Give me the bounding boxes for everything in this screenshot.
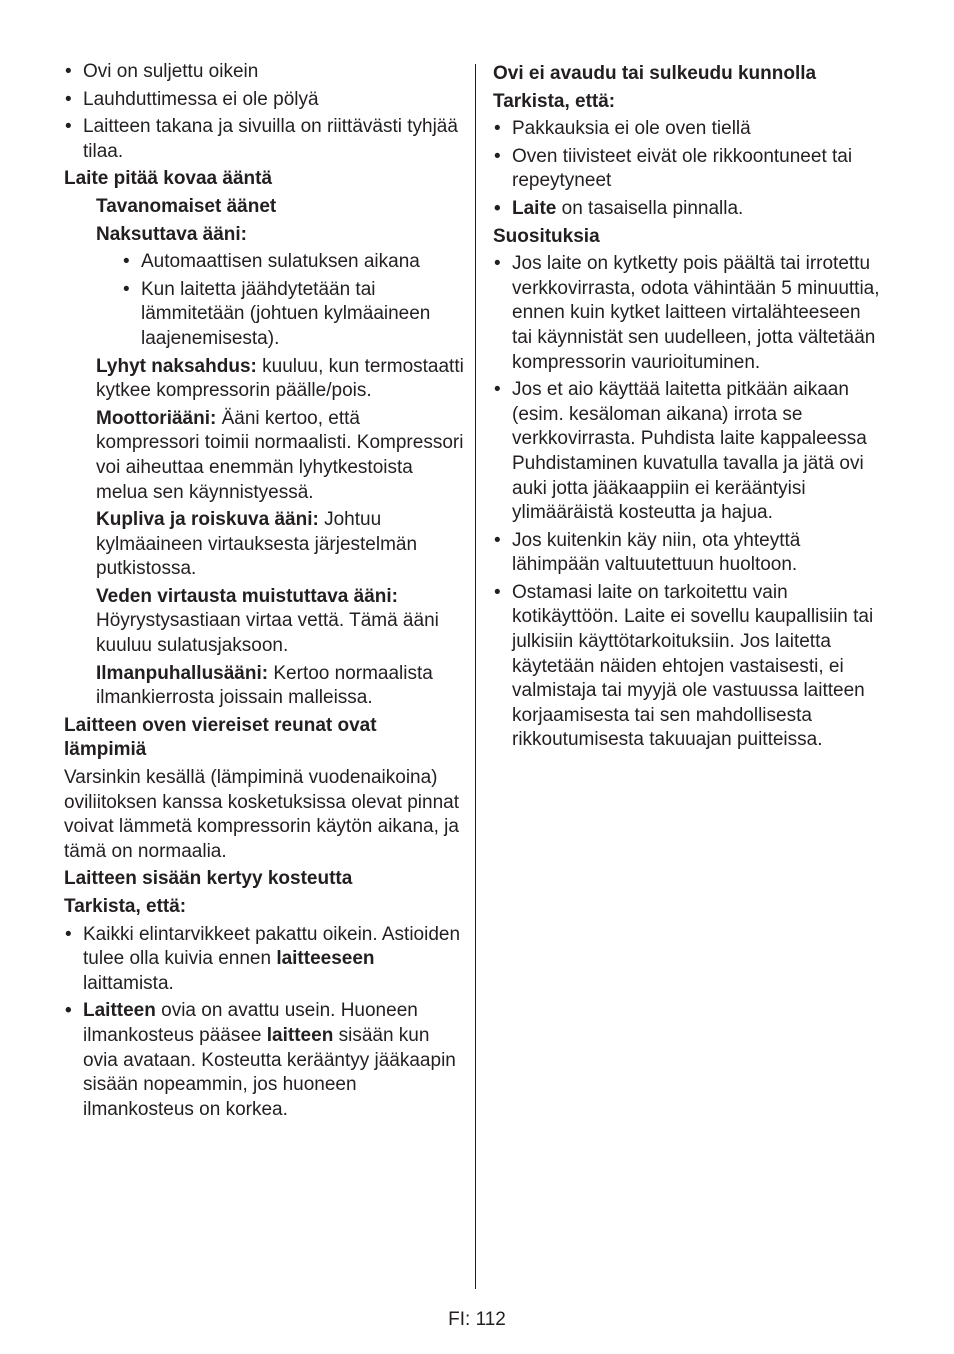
list-item: • Kun laitetta jäähdytetään tai lämmitetään (johtuen kylmäaineen laajenemisesta). (122, 278, 464, 352)
short-click-label: Lyhyt naksahdus: (96, 355, 257, 377)
water-sound-paragraph (96, 585, 464, 659)
list-item: • Pakkauksia ei ole oven tiellä (493, 117, 885, 142)
noise-heading: Laite pitää kovaa ääntä (64, 168, 273, 190)
air-sound-label: Ilmanpuhallusääni: (96, 662, 269, 684)
short-click-paragraph (96, 355, 464, 404)
list-item: • Lauhduttimessa ei ole pölyä (64, 88, 464, 113)
right-column (493, 60, 885, 756)
list-item: • Jos kuitenkin käy niin, ota yhteyttä lähimpään valtuutettuun huoltoon. (493, 529, 885, 578)
bubbling-sound-paragraph (96, 508, 464, 582)
moisture-checklist (64, 923, 464, 1123)
clicking-sound-list (122, 250, 464, 351)
list-item: • Ostamasi laite on tarkoitettu vain kotikäyttöön. Laite ei sovellu kaupallisiin tai julkisiin käyttötarkoituksiin. Jos laitetta käytetään näiden ehtojen vastaisesti, ei valmistaja tai myyjä ole vastuussa laitteen korjaamisesta tai sen mahdollisesta rikkoutumisesta takuuajan puitteissa. (493, 581, 885, 753)
motor-sound-paragraph (96, 407, 464, 505)
warm-edges-paragraph: Varsinkin kesällä (lämpiminä vuodenaikoina) oviliitoksen kanssa kosketuksissa olevat pinnat voivat lämmetä kompressorin käytön aikana, ja tämä on normaalia. (64, 767, 459, 862)
list-item: • Kaikki elintarvikkeet pakattu oikein. Astioiden tulee olla kuivia ennen laitteeseen laittamista. (64, 923, 464, 997)
list-item: • Jos et aio käyttää laitetta pitkään aikaan (esim. kesäloman aikana) irrota se verkkovirrasta. Puhdista laite kappaleessa Puhdistaminen kuvatulla tavalla ja jätä ovi auki jotta jääkaappiin ei kerääntyisi ylimääräistä kosteutta ja hajua. (493, 378, 885, 526)
water-sound-label: Veden virtausta muistuttava ääni: (96, 585, 398, 607)
page-number: FI: 112 (448, 1309, 506, 1330)
bubbling-sound-text: Johtuu kylmäaineen virtauksesta järjestelmän putkistossa. (96, 509, 418, 580)
list-item: • Jos laite on kytketty pois päältä tai irrotettu verkkovirrasta, odota vähintään 5 minuuttia, ennen kuin kytket laitteen virtalähteeseen tai käynnistät sen uudelleen, jotta vältetään kompressorin vaurioituminen. (493, 252, 885, 375)
motor-sound-text: Ääni kertoo, että kompressori toimii normaalisti. Kompressori voi aiheuttaa enemmän lyhytkestoista melua sen käynnistyessä. (96, 407, 464, 503)
moisture-heading: Laitteen sisään kertyy kosteutta (64, 868, 353, 890)
list-item: • Laitteen takana ja sivuilla on riittävästi tyhjää tilaa. (64, 115, 464, 164)
short-click-text: kuuluu, kun termostaatti kytkee kompressorin päälle/pois. (96, 355, 464, 402)
normal-sounds-heading: Tavanomaiset äänet (96, 195, 277, 217)
list-item: • Ovi on suljettu oikein (64, 60, 464, 85)
water-sound-text: Höyrystysastiaan virtaa vettä. Tämä ääni kuuluu sulatusjaksoon. (96, 610, 439, 657)
list-item: • Laite on tasaisella pinnalla. (493, 197, 885, 222)
tips-heading: Suosituksia (493, 225, 600, 247)
bubbling-sound-label: Kupliva ja roiskuva ääni: (96, 509, 319, 531)
clicking-sound-heading: Naksuttava ääni: (96, 223, 248, 245)
column-divider (475, 64, 476, 1289)
air-sound-text: Kertoo normaalista ilmankierrosta joissain malleissa. (96, 662, 433, 709)
list-item: • Laitteen ovia on avattu usein. Huoneen ilmankosteus pääsee laitteen sisään kun ovia avataan. Kosteutta kerääntyy jääkaapin sisään nopeammin, jos huoneen ilmankosteus on korkea. (64, 999, 464, 1122)
motor-sound-label: Moottoriääni: (96, 407, 217, 429)
air-sound-paragraph (96, 662, 464, 711)
warm-edges-heading: Laitteen oven viereiset reunat ovat lämpimiä (64, 714, 377, 761)
list-item: • Automaattisen sulatuksen aikana (122, 250, 464, 275)
moisture-check-heading: Tarkista, että: (64, 896, 187, 917)
list-item: • Oven tiivisteet eivät ole rikkoontuneet tai repeytyneet (493, 145, 885, 194)
door-checklist (493, 117, 885, 221)
door-heading: Ovi ei avaudu tai sulkeudu kunnolla (493, 63, 817, 84)
door-check-heading: Tarkista, että: (493, 90, 616, 112)
intro-checklist (64, 60, 464, 164)
left-column (64, 60, 464, 1125)
tips-list (493, 252, 885, 753)
